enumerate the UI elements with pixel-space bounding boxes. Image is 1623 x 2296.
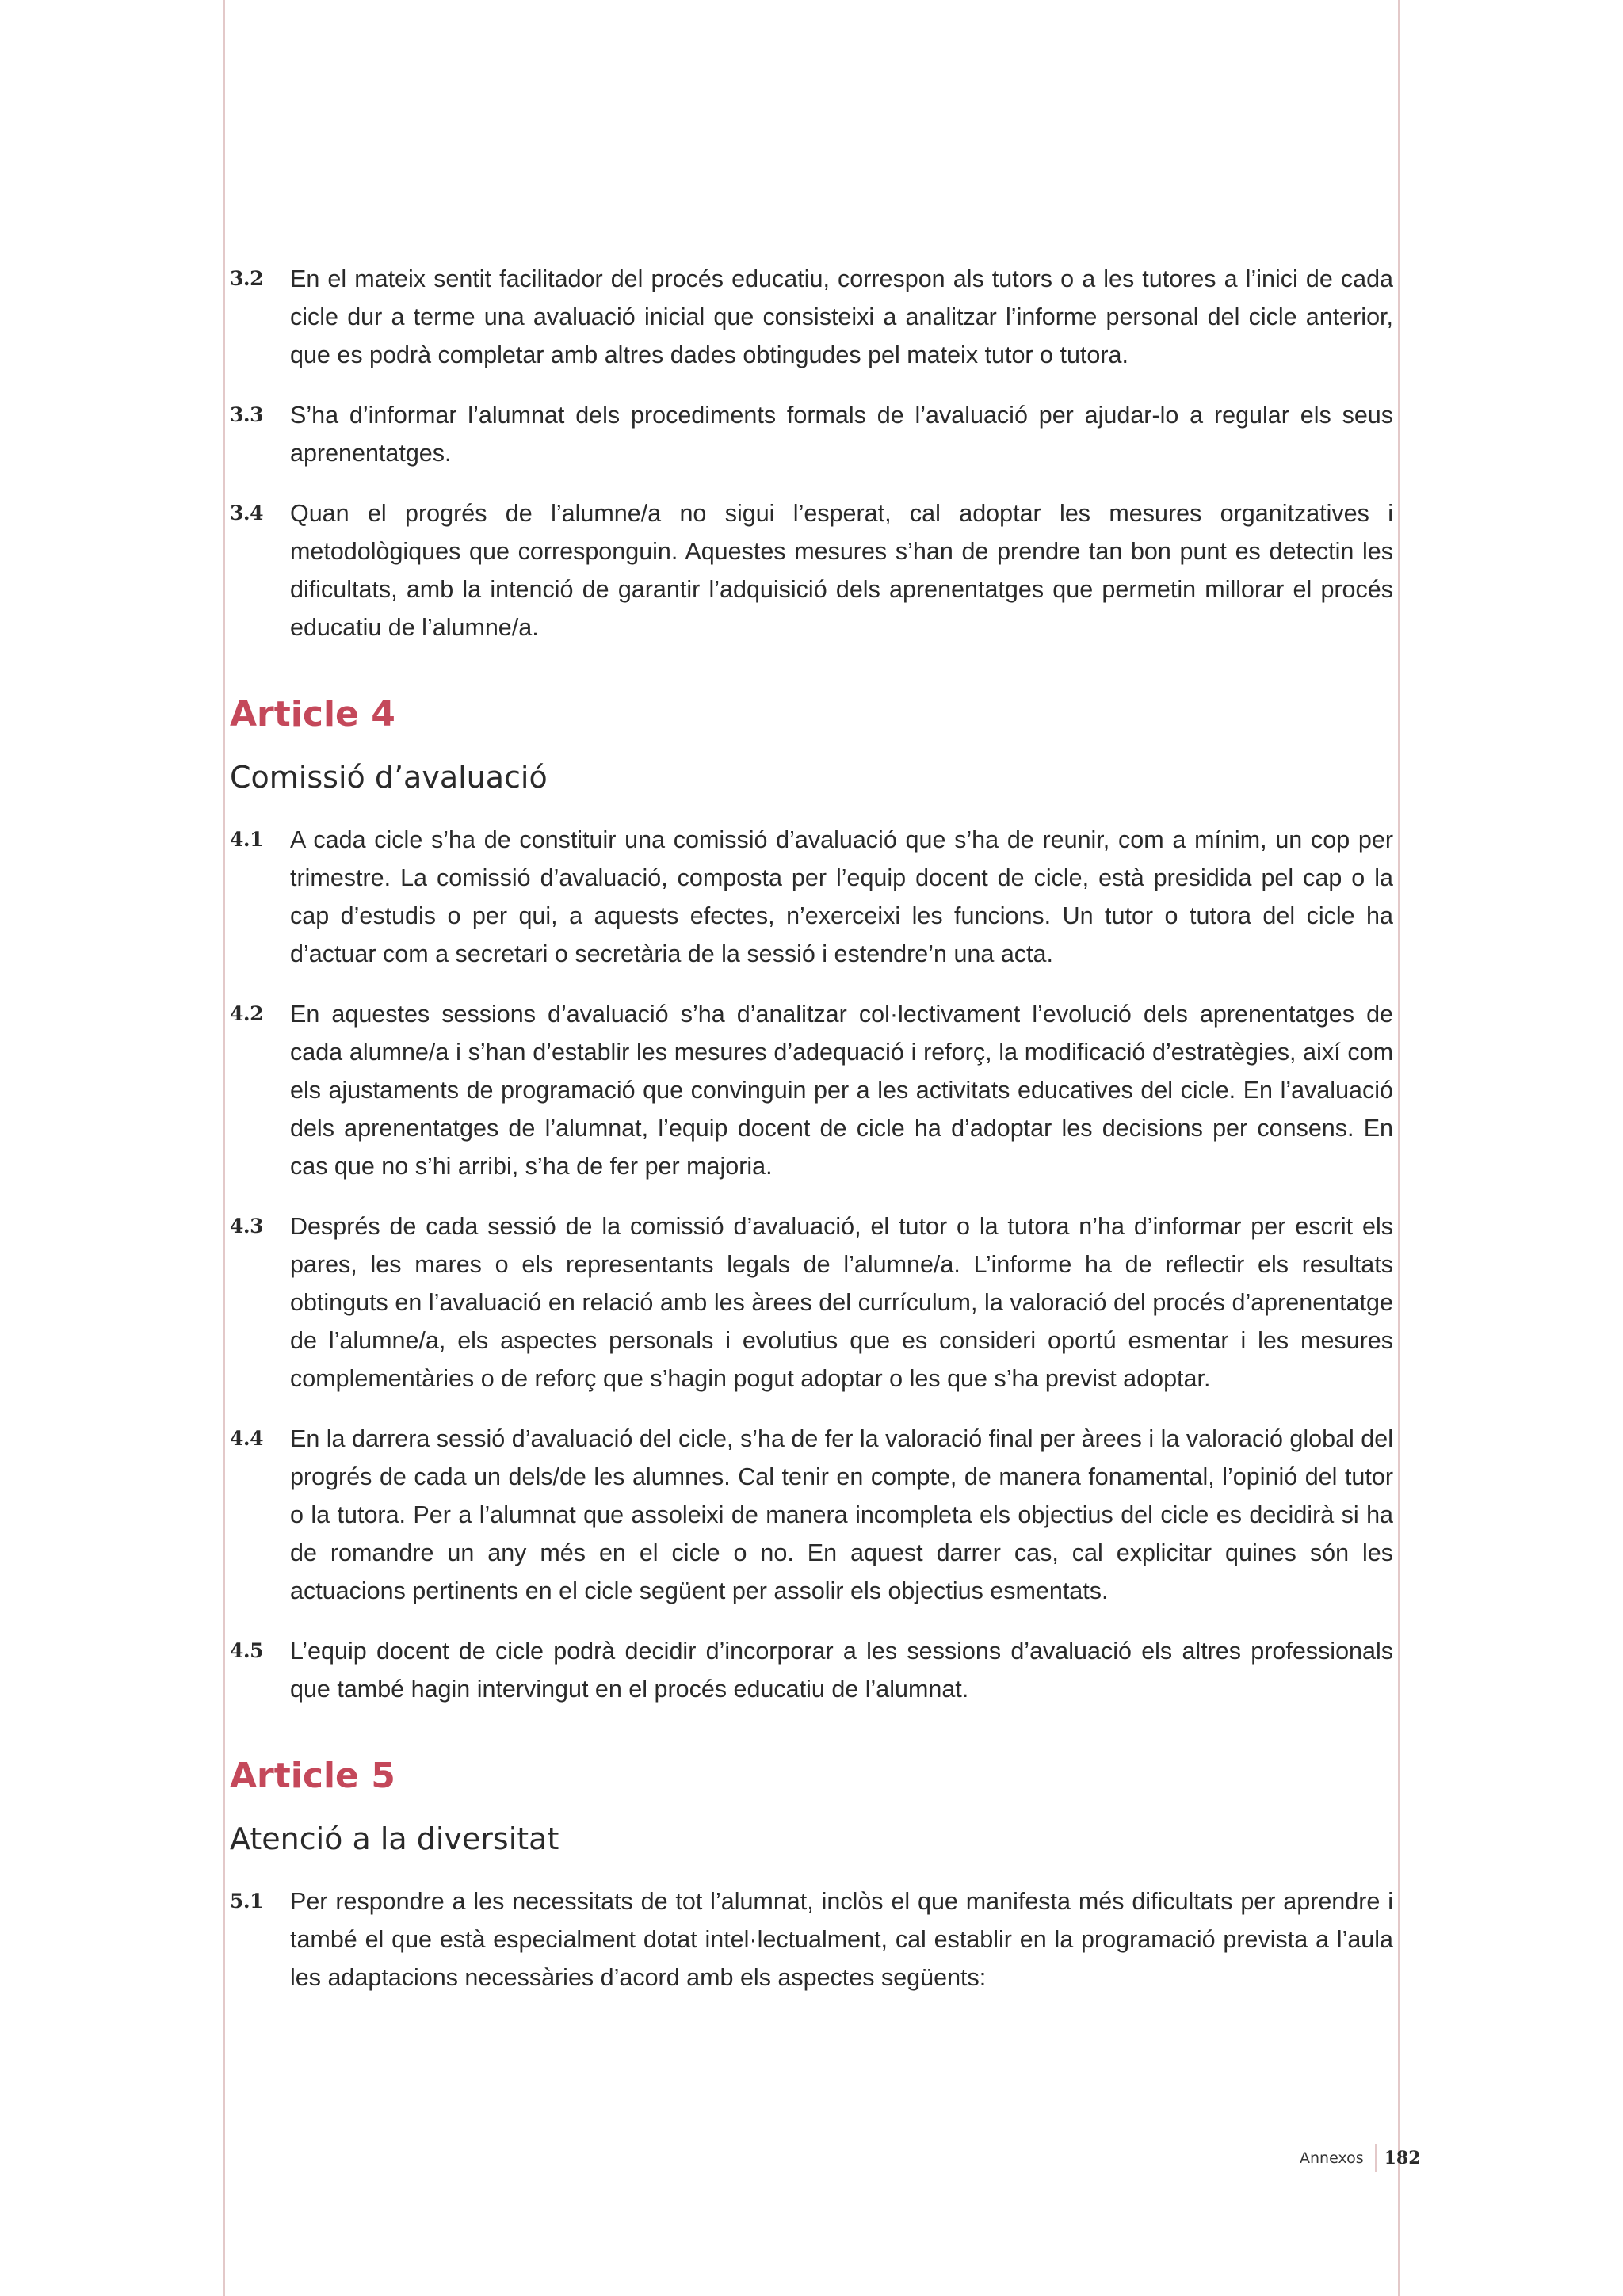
footer-section-label: Annexos bbox=[1300, 2149, 1364, 2167]
clause-4-1 bbox=[230, 821, 1393, 973]
clause-3-2 bbox=[230, 260, 1393, 374]
page-number: 182 bbox=[1384, 2148, 1421, 2168]
clause-4-4 bbox=[230, 1420, 1393, 1610]
clause-text: S’ha d’informar l’alumnat dels procediments formals de l’avaluació per ajudar-lo a regular els seus aprenentatges. bbox=[290, 402, 1393, 467]
clause-text: En la darrera sessió d’avaluació del cicle, s’ha de fer la valoració final per àrees i la valoració global del progrés de cada un dels/de les alumnes. Cal tenir en compte, de manera fonamental, l’opinió del tutor o la tutora. Per a l’alumnat que assoleixi de manera incompleta els objectius del cicle es decidirà si ha de romandre un any més en el cicle o no. En aquest darrer cas, cal explicitar quines són les actuacions pertinents en el cicle següent per assolir els objectius esmentats. bbox=[290, 1425, 1393, 1604]
clause-number: 3.4 bbox=[230, 502, 263, 524]
clause-text: A cada cicle s’ha de constituir una comissió d’avaluació que s’ha de reunir, com a mínim, un cop per trimestre. La comissió d’avaluació, composta per l’equip docent de cicle, està presidida pel cap o la cap d’estudis o per qui, a aquests efectes, n’exerceixi les funcions. Un tutor o tutora del cicle ha d’actuar com a secretari o secretària de la sessió i estendre’n una acta. bbox=[290, 826, 1393, 967]
page-footer bbox=[1300, 2142, 1421, 2174]
clause-text: En el mateix sentit facilitador del procés educatiu, correspon als tutors o a les tutores a l’inici de cada cicle dur a terme una avaluació inicial que consisteixi a analitzar l’informe personal del cicle anterior, que es podrà completar amb altres dades obtingudes pel mateix tutor o tutora. bbox=[290, 265, 1393, 368]
clause-number: 5.1 bbox=[230, 1890, 263, 1913]
clause-text: Per respondre a les necessitats de tot l’alumnat, inclòs el que manifesta més dificultats per aprendre i també el que està especialment dotat intel·lectualment, cal establir en la programació prevista a l’aula les adaptacions necessàries d’acord amb els aspectes següents: bbox=[290, 1888, 1393, 1991]
clause-text: Quan el progrés de l’alumne/a no sigui l’esperat, cal adoptar les mesures organitzatives i metodològiques que corresponguin. Aquestes mesures s’han de prendre tan bon punt es detectin les dificultats, amb la intenció de garantir l’adquisició dels aprenentatges que permetin millorar el procés educatiu de l’alumne/a. bbox=[290, 500, 1393, 641]
footer-divider bbox=[1375, 2144, 1377, 2172]
article-4-subheading: Comissió d’avaluació bbox=[230, 760, 548, 795]
clause-text: Després de cada sessió de la comissió d’avaluació, el tutor o la tutora n’ha d’informar per escrit els pares, les mares o els representants legals de l’alumne/a. L’informe ha de reflectir els resultats obtinguts en l’avaluació en relació amb les àrees del currículum, la valoració del procés d’aprenentatge de l’alumne/a, els aspectes personals i evolutius que es consideri oportú esmentar i les mesures complementàries o de reforç que s’hagin pogut adoptar o les que s’ha previst adoptar. bbox=[290, 1213, 1393, 1392]
clause-4-3 bbox=[230, 1207, 1393, 1398]
clause-3-3 bbox=[230, 396, 1393, 472]
clause-3-4 bbox=[230, 494, 1393, 646]
article-5-heading: Article 5 bbox=[230, 1756, 395, 1796]
clause-number: 4.4 bbox=[230, 1427, 263, 1450]
clause-text: L’equip docent de cicle podrà decidir d’incorporar a les sessions d’avaluació els altres professionals que també hagin intervingut en el procés educatiu de l’alumnat. bbox=[290, 1638, 1393, 1703]
clause-number: 4.5 bbox=[230, 1639, 263, 1662]
clause-number: 4.1 bbox=[230, 828, 263, 851]
article-5-subheading: Atenció a la diversitat bbox=[230, 1821, 559, 1856]
page-content bbox=[230, 260, 1393, 2019]
clause-number: 3.3 bbox=[230, 403, 263, 426]
clause-number: 4.3 bbox=[230, 1215, 263, 1238]
clause-4-2 bbox=[230, 995, 1393, 1185]
clause-5-1 bbox=[230, 1882, 1393, 1997]
clause-text: En aquestes sessions d’avaluació s’ha d’analitzar col·lectivament l’evolució dels aprenentatges de cada alumne/a i s’han d’establir les mesures d’adequació i reforç, la modificació d’estratègies, així com els ajustaments de programació que convinguin per a les activitats educatives del cicle. En l’avaluació dels aprenentatges de l’alumnat, l’equip docent de cicle ha d’adoptar les decisions per consens. En cas que no s’hi arribi, s’ha de fer per majoria. bbox=[290, 1001, 1393, 1180]
left-margin-rule bbox=[223, 0, 225, 2296]
clause-number: 3.2 bbox=[230, 267, 263, 290]
article-4-heading: Article 4 bbox=[230, 694, 395, 734]
clause-number: 4.2 bbox=[230, 1002, 263, 1025]
right-margin-rule bbox=[1398, 0, 1400, 2296]
clause-4-5 bbox=[230, 1632, 1393, 1708]
